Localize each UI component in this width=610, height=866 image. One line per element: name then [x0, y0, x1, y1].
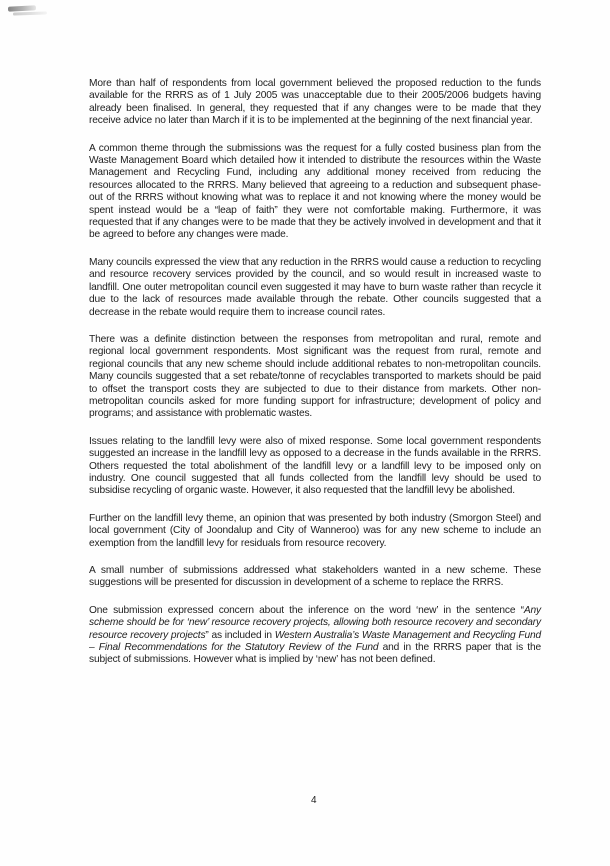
- italic-text-run: Any scheme should be for ‘new’ resource recovery projects, allowing both resource recovery and secondary resource recovery projects: [89, 604, 541, 641]
- italic-text-run: Western Australia’s Waste Management and Recycling Fund – Final Recommendations for the Statutory Review of the Fund: [89, 629, 541, 654]
- text-run: Issues relating to the landfill levy were also of mixed response. Some local government respondents suggested an increase in the landfill levy as opposed to a decrease in the funds available in the RRRS. Others requested the total abolishment of the landfill levy or a landfill levy to be imposed only on industry. One council suggested that all funds collected from the landfill levy should be used to subsidise recycling of organic waste. However, it also requested that the landfill levy be abolished.: [89, 435, 541, 497]
- text-run: Further on the landfill levy theme, an opinion that was presented by both industry (Smorgon Steel) and local government (City of Joondalup and City of Wanneroo) was for any new scheme to include an exemption from the landfill levy for residuals from resource recovery.: [89, 512, 541, 549]
- text-run: and in the RRRS paper that is the subject of submissions. However what is implied by ‘new’ has not been defined.: [89, 642, 541, 666]
- text-run: There was a definite distinction between the responses from metropolitan and rural, remote and regional local government respondents. Most significant was the request from rural, remote and regional councils that any new scheme should include additional rebates to non-metropolitan councils. Many councils suggested that a set rebate/tonne of recyclables transported to markets should be paid to offset the transport costs they are subjected to due to their distance from markets. Other non-metropolitan councils asked for more funding support for infrastructure; development of policy and programs; and assistance with problematic wastes.: [89, 333, 541, 420]
- page-number: 4: [311, 795, 317, 806]
- paragraph-1: [89, 78, 541, 128]
- paragraph-7: [89, 565, 541, 590]
- paragraph-4: [89, 334, 541, 421]
- text-run: ” as included in: [205, 629, 275, 641]
- text-run: More than half of respondents from local government believed the proposed reduction to the funds available for the RRRS as of 1 July 2005 was unacceptable due to their 2005/2006 budgets having already been finalised. In general, they requested that if any changes were to be made that they receive advice no later than March if it is to be implemented at the beginning of the next financial year.: [89, 78, 541, 127]
- scan-smudge-icon: [13, 11, 47, 15]
- paragraph-5: [89, 436, 541, 498]
- document-body: [89, 78, 541, 667]
- text-run: Many councils expressed the view that any reduction in the RRRS would cause a reduction to recycling and resource recovery services provided by the council, and so would result in increased waste to landfill. One outer metropolitan council even suggested it may have to burn waste rather than recycle it due to the lack of resources made available through the rebate. Other councils suggested that a decrease in the rebate would require them to increase council rates.: [89, 256, 541, 318]
- text-run: One submission expressed concern about the inference on the word ‘new’ in the sentence “: [89, 604, 524, 616]
- paragraph-2: [89, 143, 541, 242]
- text-run: A small number of submissions addressed what stakeholders wanted in a new scheme. These suggestions will be presented for discussion in development of a scheme to replace the RRRS.: [89, 565, 541, 589]
- paragraph-8: [89, 605, 541, 667]
- scan-smudge-icon: [8, 5, 36, 11]
- paragraph-6: [89, 513, 541, 550]
- paragraph-3: [89, 257, 541, 319]
- text-run: A common theme through the submissions was the request for a fully costed business plan from the Waste Management Board which detailed how it intended to distribute the resources within the Waste Management and Recycling Fund, including any additional money received from reducing the resources allocated to the RRRS. Many believed that agreeing to a reduction and subsequent phase-out of the RRRS without knowing what was to replace it and not knowing where the money would be spent instead would be a “leap of faith” they were not comfortable making. Furthermore, it was requested that if any changes were to be made that they be actively involved in development and that it be agreed to before any changes were made.: [89, 142, 541, 241]
